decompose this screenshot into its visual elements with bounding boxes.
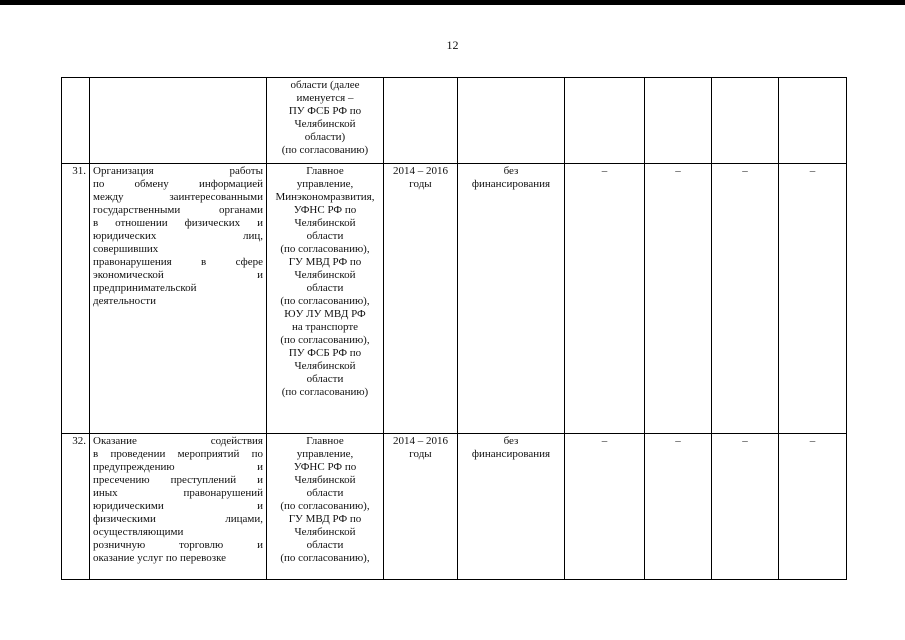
activity-description-line: предпринимательской (93, 282, 197, 294)
funding-amount-value: – (742, 165, 748, 177)
activity-description-cell (90, 164, 267, 434)
executor-line: (по согласованию) (281, 386, 369, 398)
activity-description-cell (90, 78, 267, 164)
funding-cell (458, 434, 565, 580)
funding-amount-value: – (601, 435, 608, 447)
table-row (62, 78, 847, 164)
executor-line: управление, (296, 448, 354, 460)
executor-line: Челябинской (294, 118, 356, 130)
activity-description-line: экономической и (93, 269, 263, 281)
executor-line: ПУ ФСБ РФ по (288, 105, 362, 117)
funding-amount-cell (712, 164, 779, 434)
executor-cell (267, 164, 384, 434)
activity-description-line: правонарушения в сфере (93, 256, 263, 268)
executor-line: ГУ МВД РФ по (288, 256, 362, 268)
top-rule (0, 0, 905, 5)
funding-line: без (503, 165, 519, 177)
activity-description-line: физическими лицами, (93, 513, 263, 525)
period-cell (384, 434, 458, 580)
executor-line: (по согласованию), (280, 243, 370, 255)
executor-line: Челябинской (294, 474, 356, 486)
funding-amount-cell (779, 434, 847, 580)
row-number-cell (62, 164, 90, 434)
activity-description-line: юридических лиц, (93, 230, 263, 242)
activity-description-line: деятельности (93, 295, 156, 307)
funding-amount-cell (565, 434, 645, 580)
funding-line: без (503, 435, 519, 447)
funding-amount-value: – (742, 435, 748, 447)
executor-line: Челябинской (294, 217, 356, 229)
row-number-cell (62, 434, 90, 580)
executor-line: ЮУ ЛУ МВД РФ (284, 308, 366, 320)
executor-line: (по согласованию), (280, 552, 370, 564)
executor-line: Челябинской (294, 360, 356, 372)
funding-amount-cell (712, 434, 779, 580)
period-line: годы (409, 178, 432, 190)
activity-description-line: пресечению преступлений и (93, 474, 263, 486)
executor-line: управление, (296, 178, 354, 190)
executor-line: области (далее (290, 79, 360, 91)
row-number-cell (62, 78, 90, 164)
executor-cell (267, 78, 384, 164)
executor-line: (по согласованию), (280, 500, 370, 512)
period-line: годы (409, 448, 432, 460)
period-cell (384, 78, 458, 164)
executor-line: области (306, 282, 344, 294)
funding-cell (458, 164, 565, 434)
executor-line: области (306, 539, 344, 551)
executor-line: Челябинской (294, 526, 356, 538)
executor-line: области (306, 487, 344, 499)
activity-description-line: юридическими и (93, 500, 263, 512)
activity-description-line: в проведении мероприятий по (93, 448, 263, 460)
activity-description-line: Оказание содействия (93, 435, 263, 447)
period-cell (384, 164, 458, 434)
table-row (62, 164, 847, 434)
executor-line: УФНС РФ по (293, 204, 357, 216)
row-number: 32. (72, 435, 86, 447)
executor-line: области) (304, 131, 346, 143)
executor-line: (по согласованию), (280, 295, 370, 307)
executor-line: (по согласованию) (281, 144, 369, 156)
activity-description-line: между заинтересованными (93, 191, 263, 203)
table-row (62, 434, 847, 580)
program-table (61, 77, 847, 580)
activity-description-line: осуществляющими (93, 526, 184, 538)
funding-amount-cell (645, 78, 712, 164)
executor-line: именуется – (296, 92, 354, 104)
page-number: 12 (446, 38, 459, 52)
funding-amount-cell (565, 164, 645, 434)
period-line: 2014 – 2016 (393, 165, 448, 177)
funding-amount-cell (565, 78, 645, 164)
executor-line: УФНС РФ по (293, 461, 357, 473)
funding-amount-value: – (601, 165, 608, 177)
funding-amount-cell (779, 164, 847, 434)
executor-line: ГУ МВД РФ по (288, 513, 362, 525)
activity-description-line: по обмену информацией (93, 178, 263, 190)
activity-description-line: государственными органами (93, 204, 263, 216)
funding-amount-value: – (675, 165, 681, 177)
activity-description-cell (90, 434, 267, 580)
activity-description-line: в отношении физических и (93, 217, 263, 229)
executor-line: на транспорте (291, 321, 359, 333)
activity-description-line: предупреждению и (93, 461, 263, 473)
funding-amount-value: – (809, 165, 816, 177)
executor-line: области (306, 230, 344, 242)
executor-line: ПУ ФСБ РФ по (288, 347, 362, 359)
executor-line: Главное (306, 165, 344, 177)
funding-cell (458, 78, 565, 164)
executor-cell (267, 434, 384, 580)
funding-amount-value: – (809, 435, 816, 447)
activity-description-line: оказание услуг по перевозке (93, 552, 227, 564)
executor-line: Челябинской (294, 269, 356, 281)
activity-description-line: совершивших (93, 243, 159, 255)
activity-description-line: розничную торговлю и (93, 539, 263, 551)
activity-description-line: Организация работы (93, 165, 263, 177)
funding-line: финансирования (471, 178, 551, 190)
funding-amount-cell (779, 78, 847, 164)
executor-line: Минэкономразвития, (275, 191, 375, 203)
funding-amount-cell (712, 78, 779, 164)
executor-line: Главное (306, 435, 344, 447)
funding-amount-cell (645, 434, 712, 580)
activity-description-line: иных правонарушений (93, 487, 263, 499)
funding-amount-cell (645, 164, 712, 434)
executor-line: области (306, 373, 344, 385)
funding-line: финансирования (471, 448, 551, 460)
row-number: 31. (72, 165, 86, 177)
funding-amount-value: – (675, 435, 681, 447)
executor-line: (по согласованию), (280, 334, 370, 346)
period-line: 2014 – 2016 (393, 435, 448, 447)
